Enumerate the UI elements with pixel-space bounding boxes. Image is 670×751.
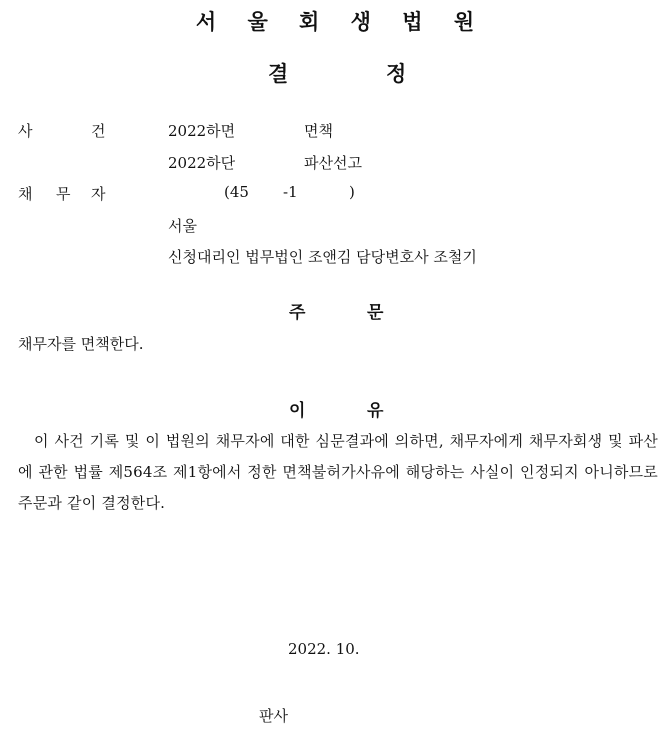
document-title-left: 결 <box>268 62 289 86</box>
judge-label: 판사 <box>259 707 288 725</box>
case-label-first: 사 <box>18 122 33 140</box>
order-text: 채무자를 면책한다. <box>18 335 144 353</box>
decision-date: 2022. 10. <box>288 640 360 658</box>
order-heading-right: 문 <box>367 303 384 323</box>
reason-text: 이 사건 기록 및 이 법원의 채무자에 대한 심문결과에 의하면, 채무자에게 채무자회생 및 파산에 관한 법률 제564조 제1항에서 정한 면책불허가사유에 해당하는 사실이 인정되지 아니하므로 주문과 같이 결정한다. <box>18 432 658 512</box>
order-heading-left: 주 <box>289 303 306 323</box>
court-name: 서 울 회 생 법 원 <box>195 10 487 34</box>
debtor-id-mid: -1 <box>283 183 298 201</box>
debtor-id-close: ) <box>349 183 355 201</box>
debtor-agent: 신청대리인 법무법인 조앤김 담당변호사 조철기 <box>168 248 477 266</box>
debtor-label-first: 채 <box>18 185 33 203</box>
case-type-2: 파산선고 <box>304 154 362 172</box>
debtor-address: 서울 <box>168 217 197 235</box>
case-type-1: 면책 <box>304 122 333 140</box>
reason-heading-right: 유 <box>367 401 384 421</box>
case-number-1: 2022하면 <box>168 122 236 140</box>
document-title-right: 정 <box>386 62 407 86</box>
reason-heading-left: 이 <box>289 401 306 421</box>
debtor-label-third: 자 <box>91 185 106 203</box>
case-number-2: 2022하단 <box>168 154 236 172</box>
debtor-id-open: (45 <box>224 183 249 201</box>
case-label-second: 건 <box>91 122 106 140</box>
debtor-label-second: 무 <box>56 185 71 203</box>
